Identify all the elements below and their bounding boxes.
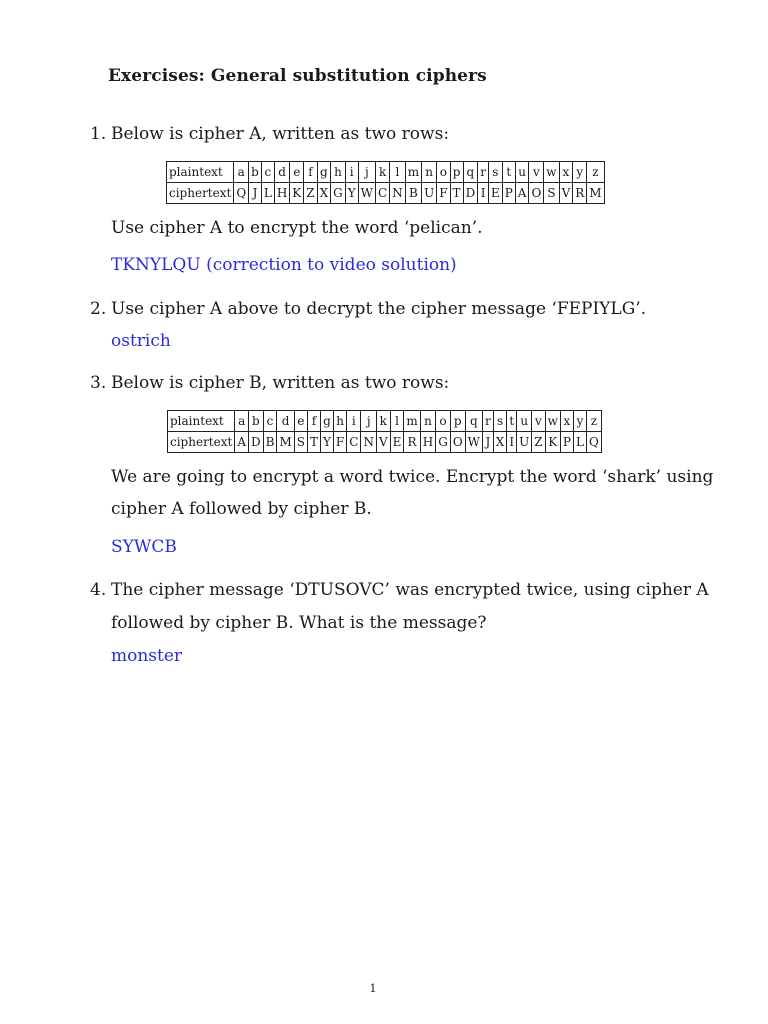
q2-answer: ostrich [111,331,171,351]
plaintext-cell: t [502,162,515,183]
plaintext-cell: z [586,411,601,432]
ciphertext-cell: E [390,432,404,453]
q2-number: 2. [90,299,107,319]
ciphertext-cell: S [544,183,559,204]
ciphertext-cell: X [317,183,331,204]
plaintext-cell: d [274,162,289,183]
plaintext-cell: y [573,411,586,432]
ciphertext-cell: H [420,432,435,453]
plaintext-row [168,411,602,432]
plaintext-cell: s [493,411,507,432]
plaintext-cell: q [463,162,478,183]
ciphertext-cell: X [493,432,507,453]
ciphertext-cell: Z [304,183,317,204]
ciphertext-cell: J [249,183,262,204]
plaintext-cell: i [345,162,358,183]
plaintext-cell: b [249,411,264,432]
plaintext-cell: l [390,411,404,432]
cipher-b-table [167,410,602,453]
plaintext-cell: i [347,411,361,432]
plaintext-cell: m [405,162,421,183]
q1-number: 1. [90,124,107,144]
ciphertext-cell: G [331,183,346,204]
plaintext-cell: w [544,162,559,183]
plaintext-cell: v [529,162,544,183]
ciphertext-cell: B [405,183,421,204]
q4-text-line1: The cipher message ‘DTUSOVC’ was encrypted twice, using cipher A [111,580,709,600]
q3-prompt-line2: cipher A followed by cipher B. [111,499,372,519]
ciphertext-cell: K [290,183,304,204]
plaintext-cell: h [331,162,346,183]
plaintext-cell: m [404,411,420,432]
ciphertext-cell: D [463,183,478,204]
ciphertext-cell: K [545,432,560,453]
page-title: Exercises: General substitution ciphers [108,66,487,86]
ciphertext-cell: Q [586,432,601,453]
ciphertext-label: ciphertext [168,432,235,453]
plaintext-cell: z [587,162,604,183]
plaintext-cell: x [560,411,573,432]
plaintext-cell: r [483,411,494,432]
ciphertext-cell: L [261,183,274,204]
plaintext-cell: l [390,162,406,183]
ciphertext-cell: N [361,432,377,453]
ciphertext-cell: H [274,183,289,204]
plaintext-cell: k [376,411,390,432]
q4-number: 4. [90,580,107,600]
plaintext-cell: e [294,411,307,432]
plaintext-cell: c [261,162,274,183]
plaintext-row [167,162,605,183]
ciphertext-row [168,432,602,453]
q2-text: Use cipher A above to decrypt the cipher message ‘FEPIYLG’. [111,299,647,319]
plaintext-cell: x [559,162,573,183]
ciphertext-cell: Y [345,183,358,204]
ciphertext-cell: A [515,183,529,204]
ciphertext-cell: S [294,432,307,453]
ciphertext-cell: L [573,432,586,453]
plaintext-cell: p [450,162,463,183]
plaintext-label: plaintext [168,411,235,432]
plaintext-cell: u [515,162,529,183]
plaintext-cell: r [478,162,489,183]
ciphertext-cell: C [347,432,361,453]
plaintext-cell: n [420,411,435,432]
plaintext-cell: o [437,162,450,183]
plaintext-cell: t [507,411,517,432]
ciphertext-cell: U [517,432,532,453]
q3-prompt-line1: We are going to encrypt a word twice. Encrypt the word ‘shark’ using [111,467,714,487]
ciphertext-cell: A [235,432,249,453]
ciphertext-cell: B [263,432,277,453]
ciphertext-cell: F [437,183,450,204]
plaintext-cell: o [436,411,451,432]
plaintext-cell: g [321,411,334,432]
q1-answer: TKNYLQU (correction to video solution) [111,255,457,275]
cipher-a-table [166,161,605,204]
plaintext-cell: v [532,411,545,432]
plaintext-label: plaintext [167,162,234,183]
page-number: 1 [369,982,377,995]
plaintext-cell: w [545,411,560,432]
ciphertext-cell: N [390,183,406,204]
ciphertext-label: ciphertext [167,183,234,204]
ciphertext-cell: G [436,432,451,453]
plaintext-cell: f [304,162,317,183]
plaintext-cell: y [573,162,587,183]
ciphertext-cell: F [333,432,346,453]
q4-answer: monster [111,646,183,666]
ciphertext-cell: M [277,432,294,453]
ciphertext-cell: J [483,432,494,453]
ciphertext-cell: T [450,183,463,204]
plaintext-cell: d [277,411,294,432]
ciphertext-cell: I [478,183,489,204]
plaintext-cell: n [422,162,437,183]
ciphertext-cell: V [376,432,390,453]
ciphertext-cell: O [529,183,544,204]
q1-prompt: Use cipher A to encrypt the word ‘pelican’. [111,218,483,238]
ciphertext-cell: Z [532,432,545,453]
plaintext-cell: k [376,162,390,183]
plaintext-cell: p [450,411,465,432]
ciphertext-cell: V [559,183,573,204]
q4-text-line2: followed by cipher B. What is the message? [111,613,487,633]
plaintext-cell: a [235,411,249,432]
ciphertext-cell: D [249,432,264,453]
plaintext-cell: j [358,162,375,183]
ciphertext-cell: U [422,183,437,204]
q1-text: Below is cipher A, written as two rows: [111,124,450,144]
q3-number: 3. [90,373,107,393]
ciphertext-cell: I [507,432,517,453]
plaintext-cell: c [263,411,277,432]
ciphertext-cell: M [587,183,604,204]
q3-text: Below is cipher B, written as two rows: [111,373,450,393]
plaintext-cell: s [488,162,502,183]
plaintext-cell: a [234,162,249,183]
ciphertext-cell: E [488,183,502,204]
ciphertext-cell: W [358,183,375,204]
q3-answer: SYWCB [111,537,177,557]
plaintext-cell: u [517,411,532,432]
ciphertext-cell: R [404,432,420,453]
ciphertext-cell: Q [234,183,249,204]
ciphertext-cell: O [450,432,465,453]
ciphertext-cell: W [465,432,482,453]
ciphertext-cell: Y [321,432,334,453]
plaintext-cell: q [465,411,482,432]
plaintext-cell: j [361,411,377,432]
ciphertext-row [167,183,605,204]
plaintext-cell: g [317,162,331,183]
ciphertext-cell: C [376,183,390,204]
plaintext-cell: f [307,411,320,432]
ciphertext-cell: P [560,432,573,453]
ciphertext-cell: T [307,432,320,453]
plaintext-cell: h [333,411,346,432]
ciphertext-cell: P [502,183,515,204]
plaintext-cell: b [249,162,262,183]
plaintext-cell: e [290,162,304,183]
ciphertext-cell: R [573,183,587,204]
